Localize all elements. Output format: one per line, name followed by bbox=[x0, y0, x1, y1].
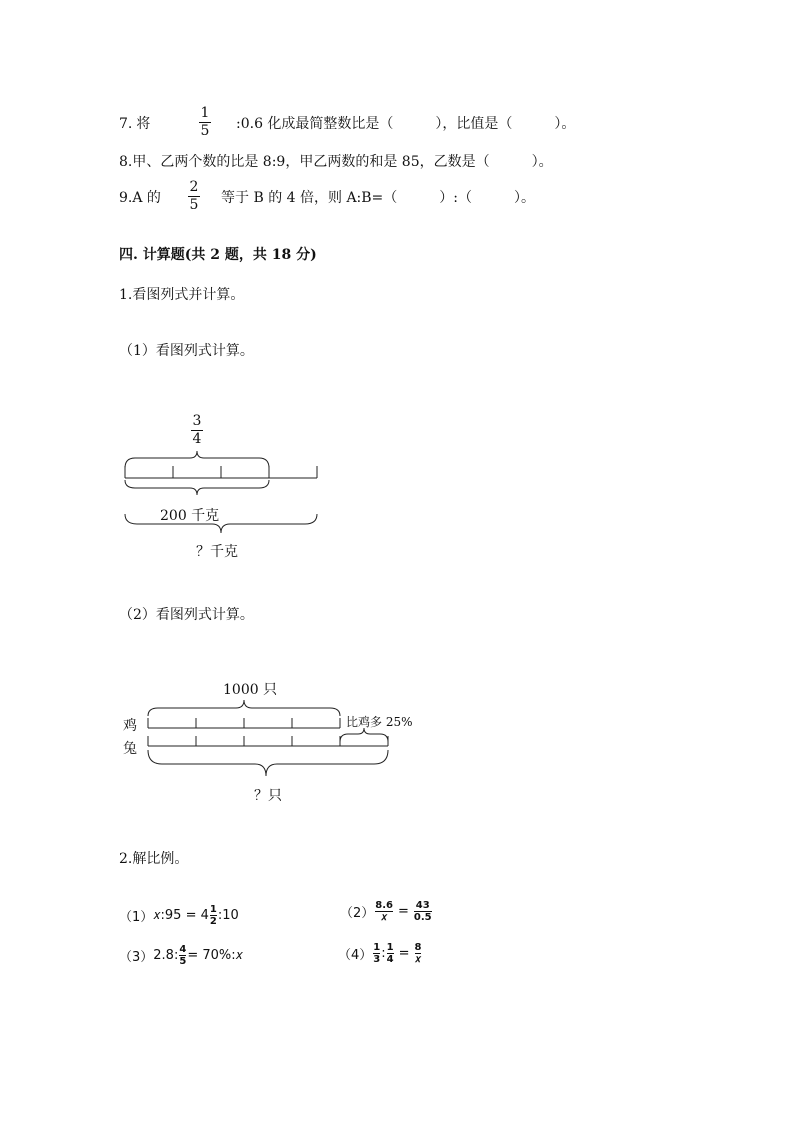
q9-number: 9.A 的 bbox=[119, 190, 161, 206]
diagram1-label-question: ？千克 bbox=[196, 544, 238, 560]
q9-fraction: 2 5 bbox=[189, 179, 199, 213]
q9-text: 等于 B 的 4 倍，则 A:B=（ ）:（ ）。 bbox=[221, 190, 536, 206]
section-title: 四. 计算题(共 2 题，共 18 分) bbox=[119, 247, 317, 263]
q7-number: 7. 将 bbox=[119, 116, 151, 132]
equation-3: （3） 2.8: 4 5 = 70%:𝑥 bbox=[119, 944, 243, 967]
diagram2-label-chicken: 鸡 bbox=[123, 718, 137, 734]
diagram2-label-1000: 1000 只 bbox=[223, 682, 278, 698]
diagram2-label-question: ？只 bbox=[254, 788, 282, 804]
q7-text: :0.6 化成最简整数比是（ ），比值是（ ）。 bbox=[236, 116, 576, 132]
diagram2-label-rabbit: 兔 bbox=[123, 741, 137, 757]
subproblem-2-title: （2）看图列式计算。 bbox=[119, 607, 254, 623]
diagram2-label-more: 比鸡多 25% bbox=[346, 715, 413, 729]
equation-2: （2） 8.6 𝑥 = 43 0.5 bbox=[340, 900, 432, 923]
subproblem-1-title: （1）看图列式计算。 bbox=[119, 343, 254, 359]
diagram1-label-200: 200 千克 bbox=[160, 508, 220, 524]
q8-text: 8.甲、乙两个数的比是 8:9，甲乙两数的和是 85，乙数是（ ）。 bbox=[119, 154, 553, 170]
diagram1-fraction: 3 4 bbox=[192, 413, 202, 447]
q7-fraction: 1 5 bbox=[200, 105, 210, 139]
problem-1-title: 1.看图列式并计算。 bbox=[119, 287, 245, 303]
equation-4: （4） 1 3 : 1 4 = 8 𝑥 bbox=[338, 942, 422, 965]
equation-1: （1） 𝑥:95 = 4 1 2 :10 bbox=[119, 904, 239, 927]
problem-2-title: 2.解比例。 bbox=[119, 851, 189, 867]
